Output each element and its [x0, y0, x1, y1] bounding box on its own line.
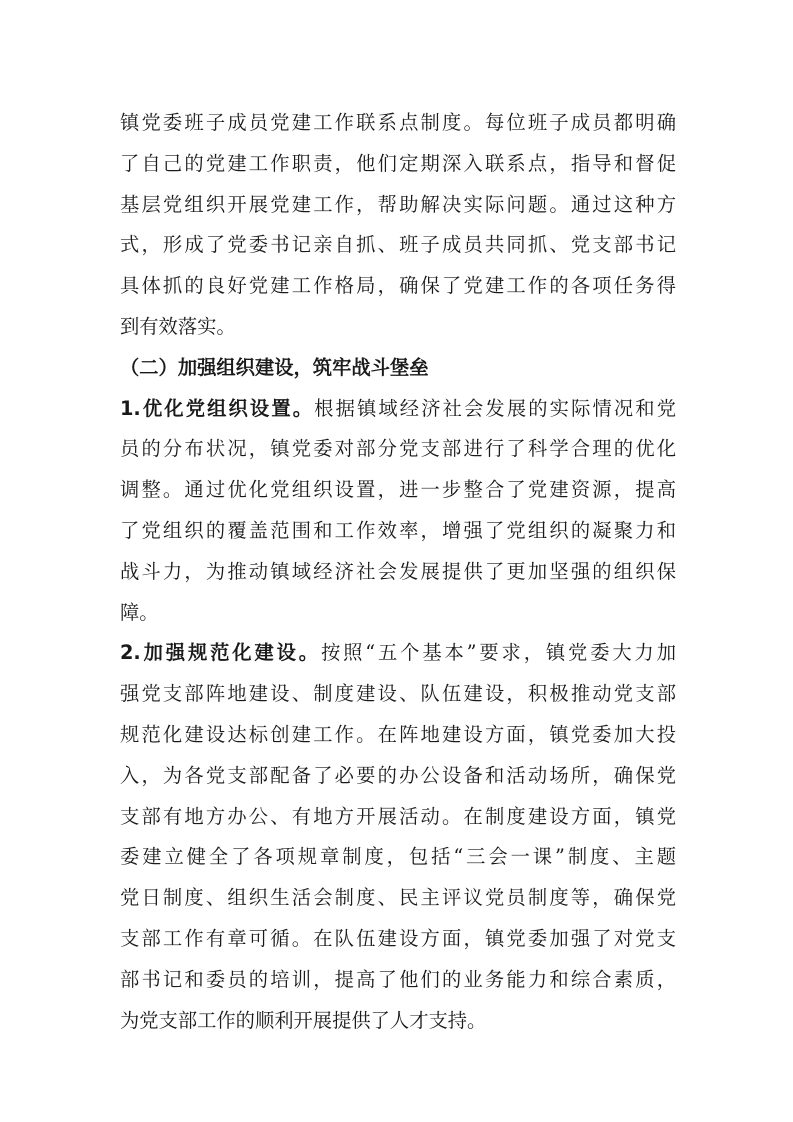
paragraph-line: 障。	[120, 600, 159, 624]
paragraph-party-contact-system	[120, 103, 676, 348]
paragraph-line: 到有效落实。	[120, 314, 236, 338]
paragraph-line: 支部工作有章可循。在队伍建设方面，镇党委加强了对党支	[120, 926, 676, 950]
section-heading: （二）加强组织建设，筑牢战斗堡垒	[120, 355, 429, 379]
paragraph-line: 规范化建设达标创建工作。在阵地建设方面，镇党委加大投	[120, 722, 676, 746]
item-first-line	[120, 389, 676, 430]
paragraph-line: 了党组织的覆盖范围和工作效率，增强了党组织的凝聚力和	[120, 518, 676, 542]
paragraph-line: 入，为各党支部配备了必要的办公设备和活动场所，确保党	[120, 763, 676, 787]
paragraph-line: 调整。通过优化党组织设置，进一步整合了党建资源，提高	[120, 478, 676, 502]
item-first-line-text: 根据镇域经济社会发展的实际情况和党	[314, 396, 676, 420]
paragraph-line: 委建立健全了各项规章制度，包括“三会一课”制度、主题	[120, 845, 676, 869]
paragraph-line: 强党支部阵地建设、制度建设、队伍建设，积极推动党支部	[120, 682, 676, 706]
item-first-line-text: 按照“五个基本”要求，镇党委大力加	[320, 641, 676, 665]
paragraph-line: 了自己的党建工作职责，他们定期深入联系点，指导和督促	[120, 151, 676, 175]
item-lead-title: 1.优化党组织设置。	[120, 396, 315, 420]
item-optimize-party-organization	[120, 389, 676, 634]
document-body	[120, 103, 676, 1041]
paragraph-line: 镇党委班子成员党建工作联系点制度。每位班子成员都明确	[120, 111, 676, 134]
paragraph-line: 式，形成了党委书记亲自抓、班子成员共同抓、党支部书记	[120, 233, 676, 257]
paragraph-line: 党日制度、组织生活会制度、民主评议党员制度等，确保党	[120, 886, 676, 910]
paragraph-line: 具体抓的良好党建工作格局，确保了党建工作的各项任务得	[120, 274, 676, 298]
paragraph-line: 为党支部工作的顺利开展提供了人才支持。	[120, 1008, 487, 1032]
item-first-line	[120, 633, 676, 674]
paragraph-line: 支部有地方办公、有地方开展活动。在制度建设方面，镇党	[120, 804, 676, 828]
paragraph-line: 战斗力，为推动镇域经济社会发展提供了更加坚强的组织保	[120, 559, 676, 583]
item-lead-title: 2.加强规范化建设。	[120, 641, 321, 665]
paragraph-line: 基层党组织开展党建工作，帮助解决实际问题。通过这种方	[120, 192, 676, 216]
item-standardization-construction	[120, 633, 676, 1041]
paragraph-line: 员的分布状况，镇党委对部分党支部进行了科学合理的优化	[120, 437, 676, 461]
paragraph-line: 部书记和委员的培训，提高了他们的业务能力和综合素质，	[120, 967, 676, 991]
